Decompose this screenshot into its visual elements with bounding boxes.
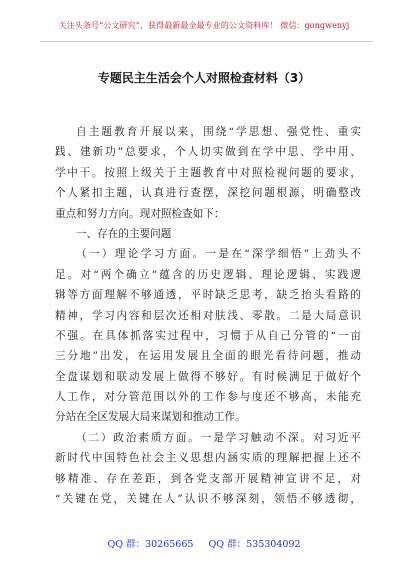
body-line: 精神，学习内容和层次还相对肤浅、零散。二是大局意识 [55,309,361,322]
document-body [55,122,361,509]
body-line: 重点和努力方向。现对照检查如下： [55,207,225,220]
body-line: 足。对“两个确立”蕴含的历史逻辑、理论逻辑、实践逻 [55,268,361,281]
body-line: 三分地”出发，在运用发展且全面的眼光看待问题，推动 [55,350,361,363]
body-line: 全盘谋划和联动发展上做得不够好。有时候满足于做好个 [55,370,361,383]
header-divider [40,41,373,42]
body-line: 个人紧扣主题，认真进行查摆，深挖问题根源，明确整改 [55,187,361,200]
body-line: 分站在全区发展大局来谋划和推动工作。 [55,411,246,424]
body-line: （二）政治素质方面。一是学习触动不深。对习近平 [76,431,361,444]
body-line: 自主题教育开展以来，围绕“学思想、强党性、重实 [76,126,361,138]
body-line: 学中干。按照上级关于主题教育中对照检视问题的要求， [55,166,361,179]
body-line: 新时代中国特色社会主义思想内涵实质的理解把握上还不 [55,452,361,465]
section-heading: 一、存在的主要问题 [76,227,172,240]
body-line: 够精准、存在差距，到各党支部开展精神宣讲不足，对 [55,472,361,485]
document-title: 专题民主生活会个人对照检查材料（3） [97,71,311,85]
qq-group-footer: QQ 群：30265665 QQ 群：535304092 [107,539,301,550]
body-line: 辑等方面理解不够通透，平时缺乏思考，缺乏抬头看路的 [55,289,361,302]
body-line: “关键在党，关键在人”认识不够深刻，领悟不够透彻， [55,493,361,506]
promo-banner: 关注头条号“公文研究”，获得最新最全最专业的公文资料库！ 微信：gongwenyj [58,21,350,30]
body-line: （一）理论学习方面。一是在“深学细悟”上劲头不 [76,248,361,261]
body-line: 人工作，对分管范围以外的工作参与度还不够高，未能充 [55,391,361,404]
body-line: 不强。在具体抓落实过程中，习惯于从自己分管的“一亩 [55,329,361,342]
body-line: 践、建新功”总要求，个人切实做到在学中思、学中用、 [55,146,361,159]
